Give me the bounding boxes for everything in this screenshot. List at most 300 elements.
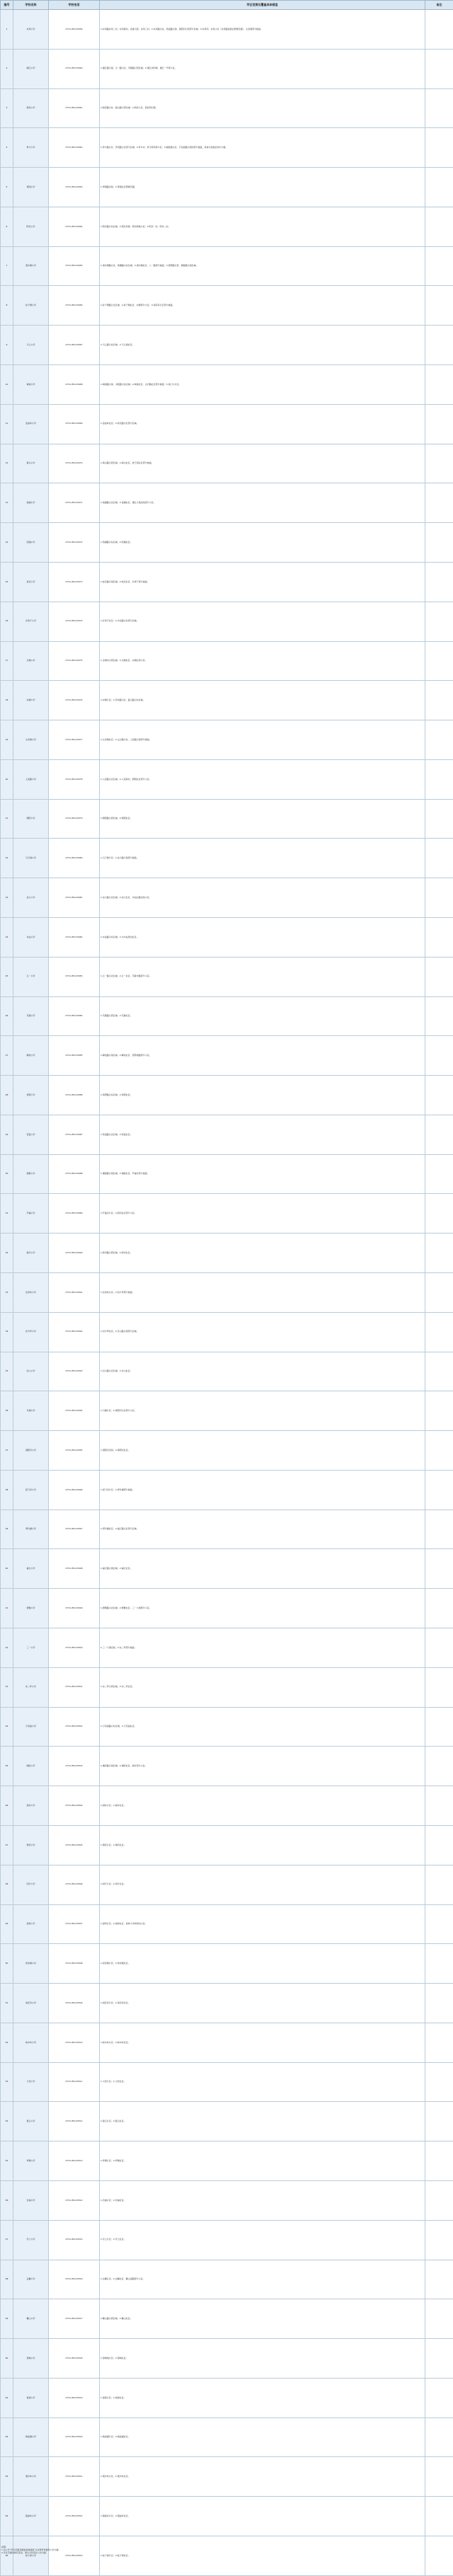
row-note	[425, 1154, 453, 1194]
school-phone: 0731-85123456	[49, 10, 100, 50]
district-area: 1.岳麓片区；2.岳麓社区、麓山南路部分小区。	[100, 2260, 425, 2299]
school-name: 井湾子小学	[13, 602, 49, 641]
row-note	[425, 720, 453, 760]
district-area: 1.金盆岭社区；2.桂花路以北部分区域。	[100, 404, 425, 444]
school-name: 人民路小学	[13, 759, 49, 799]
district-area: 1.天心路以东区域；2.天心阁社区。	[100, 326, 425, 365]
row-number: 5	[1, 168, 13, 207]
table-row	[1, 1707, 453, 1747]
row-number: 6	[1, 207, 13, 246]
district-area: 1.捞刀河片区；2.青竹湖部分楼盘。	[100, 1470, 425, 1510]
school-phone: 0731-85123516	[49, 2260, 100, 2299]
school-name: 远大小学	[13, 878, 49, 918]
district-area: 1.育才路片区、育英路以北部分区域；2.育才村、育才新苑等小区；3.湘府路以北、万家丽路以西的部分楼盘，具体以居委会划分为准。	[100, 128, 425, 168]
header-note: 备注	[425, 1, 453, 10]
school-name: 湘春小学	[13, 1154, 49, 1194]
row-note	[425, 1115, 453, 1154]
school-name: 雷锋小学	[13, 2378, 49, 2417]
school-phone: 0731-85123518	[49, 2339, 100, 2379]
district-area: 1.麓山路以西区域；2.麓山社区。	[100, 2299, 425, 2339]
school-name: 三一小学	[13, 1628, 49, 1668]
row-number: 21	[1, 799, 13, 839]
table-row	[1, 957, 453, 996]
school-phone: 0731-85123496	[49, 1470, 100, 1510]
row-note	[425, 1036, 453, 1076]
table-row	[1, 2457, 453, 2497]
row-note	[425, 444, 453, 483]
row-note	[425, 286, 453, 326]
school-name: 营盘小学	[13, 1115, 49, 1154]
note-line: 说明：	[1, 2546, 8, 2548]
school-phone: 0731-85123521	[49, 2457, 100, 2497]
table-row	[1, 1273, 453, 1313]
notes-section	[0, 2546, 452, 2555]
school-name: 伍家岭小学	[13, 1273, 49, 1313]
row-number: 57	[1, 2220, 13, 2260]
school-phone: 0731-85123504	[49, 1786, 100, 1826]
table-row	[1, 1076, 453, 1115]
row-note	[425, 207, 453, 246]
table-row	[1, 483, 453, 523]
district-area: 1.伍家岭片区；2.四方坪部分楼盘。	[100, 1273, 425, 1313]
row-note	[425, 1825, 453, 1865]
school-name: 捞刀河小学	[13, 1470, 49, 1510]
school-phone: 0731-85123509	[49, 1984, 100, 2023]
school-phone: 0731-85123506	[49, 1865, 100, 1904]
row-note	[425, 799, 453, 839]
row-number: 31	[1, 1194, 13, 1234]
row-note	[425, 246, 453, 286]
row-number: 15	[1, 562, 13, 602]
row-note	[425, 2378, 453, 2417]
table-row	[1, 2141, 453, 2181]
row-note	[425, 1312, 453, 1352]
school-name: 车站小学	[13, 917, 49, 957]
table-row	[1, 1865, 453, 1904]
school-phone: 0731-85123512	[49, 2102, 100, 2141]
school-name: 桂花小学	[13, 562, 49, 602]
school-phone: 0731-85123515	[49, 2220, 100, 2260]
row-note	[425, 2260, 453, 2299]
school-name: 雨花亭小学	[13, 1984, 49, 2023]
district-area: 1.暮云片区；2.暮云社区。	[100, 2102, 425, 2141]
school-name: 浏阳河小学	[13, 1431, 49, 1471]
school-phone: 0731-85123499	[49, 1589, 100, 1628]
row-note	[425, 878, 453, 918]
row-number: 22	[1, 839, 13, 878]
row-number: 55	[1, 2141, 13, 2181]
district-area: 1.左家塘社区；2.古汉路以东、人民路以南部分楼盘。	[100, 720, 425, 760]
school-name: 洪山小学	[13, 1352, 49, 1391]
district-area: 1.阳光路以东区域；2.阳光家园、阳光新城小区；3.阳光一村、阳光二村。	[100, 207, 425, 246]
table-row	[1, 1391, 453, 1431]
table-row	[1, 1589, 453, 1628]
row-number: 35	[1, 1352, 13, 1391]
row-note	[425, 2141, 453, 2181]
row-note	[425, 1667, 453, 1707]
school-name: 城南小学	[13, 365, 49, 405]
school-name: 银盆岭小学	[13, 2497, 49, 2536]
row-number: 17	[1, 641, 13, 681]
district-area: 1.井湾子社区；2.中意路以北部分区域。	[100, 602, 425, 641]
table-row	[1, 1747, 453, 1786]
row-note	[425, 759, 453, 799]
school-name: 开福小学	[13, 1194, 49, 1234]
district-area: 1.桔子洲片区；2.桔子洲社区。	[100, 2536, 425, 2576]
row-number: 47	[1, 1825, 13, 1865]
school-phone: 0731-85123468	[49, 365, 100, 405]
table-row	[1, 2536, 453, 2576]
table-row	[1, 1115, 453, 1154]
school-phone: 0731-85123472	[49, 523, 100, 563]
table-row	[1, 2062, 453, 2102]
row-note	[425, 681, 453, 720]
district-area: 1.新河路以西区域；2.新河社区。	[100, 1234, 425, 1273]
district-area: 1.桂花路以南区域；2.桂花社区、井湾子部分楼盘。	[100, 562, 425, 602]
school-phone: 0731-85123475	[49, 641, 100, 681]
row-number: 54	[1, 2102, 13, 2141]
district-area: 1.侯家塘片区；2.侯家塘社区。	[100, 1944, 425, 1984]
table-body	[1, 10, 453, 2576]
row-number: 41	[1, 1589, 13, 1628]
district-area: 1.三一大道沿线；2.东二环部分楼盘。	[100, 1628, 425, 1668]
school-name: 育才小学	[13, 128, 49, 168]
school-name: 解放小学	[13, 1036, 49, 1076]
school-phone: 0731-85123473	[49, 562, 100, 602]
row-note	[425, 1747, 453, 1786]
table-row	[1, 2299, 453, 2339]
district-area: 1.银盆岭片区；2.银盆岭社区。	[100, 2497, 425, 2536]
school-phone: 0731-85123479	[49, 799, 100, 839]
row-number: 65	[1, 2536, 13, 2576]
table-row	[1, 1431, 453, 1471]
school-phone: 0731-85123514	[49, 2180, 100, 2220]
school-phone: 0731-85123469	[49, 404, 100, 444]
table-row	[1, 2497, 453, 2536]
school-name: 朝阳小学	[13, 799, 49, 839]
school-phone: 0731-85123476	[49, 681, 100, 720]
district-area: 1.树木岭片区；2.树木岭社区。	[100, 2023, 425, 2062]
table-row	[1, 2102, 453, 2141]
table-row	[1, 1352, 453, 1391]
school-phone: 0731-85123487	[49, 1115, 100, 1154]
row-number: 29	[1, 1115, 13, 1154]
table-row	[1, 2180, 453, 2220]
school-phone: 0731-85123489	[49, 1194, 100, 1234]
row-note	[425, 2417, 453, 2457]
row-note	[425, 1431, 453, 1471]
table-row	[1, 917, 453, 957]
row-note	[425, 1076, 453, 1115]
school-name: 福元小学	[13, 1549, 49, 1589]
row-note	[425, 1234, 453, 1273]
table-row	[1, 49, 453, 88]
row-number: 53	[1, 2062, 13, 2102]
row-number: 8	[1, 286, 13, 326]
row-note	[425, 88, 453, 128]
district-area: 1.城南路以南、书院路以东区域；2.城南社区、白沙路社区部分楼盘；3.南门口片区。	[100, 365, 425, 405]
row-note	[425, 1984, 453, 2023]
school-name: 湘府小学	[13, 1747, 49, 1786]
school-name: 德雅小学	[13, 1589, 49, 1628]
school-name: 青园小学	[13, 168, 49, 207]
school-phone: 0731-85123493	[49, 1352, 100, 1391]
row-number: 20	[1, 759, 13, 799]
row-number: 1	[1, 10, 13, 50]
row-number: 25	[1, 957, 13, 996]
school-name: 侯家塘小学	[13, 1944, 49, 1984]
row-note	[425, 839, 453, 878]
header-no: 编号	[1, 1, 13, 10]
row-number: 18	[1, 681, 13, 720]
table-row	[1, 1786, 453, 1826]
row-number: 37	[1, 1431, 13, 1471]
school-name: 西湖小学	[13, 523, 49, 563]
district-area: 1.南湖路以北区域；2.南湖社区、湘江大道沿线部分小区。	[100, 483, 425, 523]
district-area: 1.黄兴路以西区域；2.黄兴社区、坡子街社区部分楼盘。	[100, 444, 425, 483]
school-phone: 0731-85123478	[49, 759, 100, 799]
school-phone: 0731-85123492	[49, 1312, 100, 1352]
district-area: 1.黎托片区；2.黎托社区。	[100, 1825, 425, 1865]
row-note	[425, 1865, 453, 1904]
row-number: 59	[1, 2299, 13, 2339]
district-area: 1.圭塘河以西区域；2.圭塘社区、东塘北部小区。	[100, 641, 425, 681]
table-row	[1, 799, 453, 839]
row-number: 30	[1, 1154, 13, 1194]
school-phone: 0731-85123461	[49, 88, 100, 128]
row-note	[425, 1944, 453, 1984]
row-number: 42	[1, 1628, 13, 1668]
district-area: 1.观沙岭片区；2.观沙岭社区。	[100, 2457, 425, 2497]
table-row	[1, 1234, 453, 1273]
school-name: 南湖小学	[13, 483, 49, 523]
school-name: 青竹湖小学	[13, 1510, 49, 1549]
school-name: 左家塘小学	[13, 720, 49, 760]
school-phone: 0731-85123490	[49, 1234, 100, 1273]
district-area: 1.朝阳路以西区域；2.朝阳社区。	[100, 799, 425, 839]
table-row	[1, 641, 453, 681]
school-phone: 0731-85123482	[49, 917, 100, 957]
school-phone: 0731-85123511	[49, 2062, 100, 2102]
district-area: 1.湘府路以南区域；2.湘府社区、洞井部分小区。	[100, 1747, 425, 1786]
district-area: 1.湘春路以南区域；2.湘春社区、开福寺部分楼盘。	[100, 1154, 425, 1194]
row-number: 26	[1, 996, 13, 1036]
header-district-area: 学区范围及覆盖具体楼盘	[100, 1, 425, 10]
district-area: 1.五一路以北区域；2.五一社区、芙蓉中路部分小区。	[100, 957, 425, 996]
row-note	[425, 2299, 453, 2339]
district-area: 1.浏阳河沿线；2.浏阳河社区。	[100, 1431, 425, 1471]
school-phone: 0731-85123513	[49, 2141, 100, 2181]
school-name: 含浦小学	[13, 2180, 49, 2220]
school-phone: 0731-85123497	[49, 1510, 100, 1549]
row-note	[425, 2023, 453, 2062]
row-note	[425, 917, 453, 957]
row-number: 13	[1, 483, 13, 523]
table-row	[1, 207, 453, 246]
school-phone: 0731-85123486	[49, 1076, 100, 1115]
row-number: 51	[1, 1984, 13, 2023]
row-number: 4	[1, 128, 13, 168]
row-note	[425, 1194, 453, 1234]
school-name: 天心小学	[13, 326, 49, 365]
school-phone: 0731-85123481	[49, 878, 100, 918]
row-note	[425, 483, 453, 523]
row-note	[425, 1549, 453, 1589]
school-phone: 0731-85123474	[49, 602, 100, 641]
row-number: 16	[1, 602, 13, 641]
school-name: 东塘小学	[13, 681, 49, 720]
district-area: 1.雷锋片区；2.雷锋社区。	[100, 2378, 425, 2417]
school-phone: 0731-85123483	[49, 957, 100, 996]
note-line: 2.学区范围内如有变动，请以当年招生公告为准。	[1, 2551, 48, 2554]
school-name: 东风小学	[13, 10, 49, 50]
table-row	[1, 681, 453, 720]
row-note	[425, 1707, 453, 1747]
row-note	[425, 957, 453, 996]
table-row	[1, 1904, 453, 1944]
header-school-phone: 学校电话	[49, 1, 100, 10]
table-row	[1, 1312, 453, 1352]
note-line: 1.各小学"学区范围及覆盖具体楼盘"以区教育局最终公布为准。	[1, 2548, 61, 2551]
district-area: 1.湘江路以南、五一路以北、芙蓉路以西区域；2.湘江世纪城、湘江一号等小区。	[100, 49, 425, 88]
school-name: 东二环小学	[13, 1667, 49, 1707]
school-phone: 0731-85123465	[49, 246, 100, 286]
school-phone: 0731-85123467	[49, 326, 100, 365]
school-phone: 0731-85123498	[49, 1549, 100, 1589]
school-phone: 0731-85123500	[49, 1628, 100, 1668]
district-area: 1.蔡锷路以东区域；2.蔡锷社区。	[100, 1076, 425, 1115]
table-row	[1, 1510, 453, 1549]
school-phone: 0731-85123523	[49, 2536, 100, 2576]
row-number: 27	[1, 1036, 13, 1076]
row-note	[425, 2062, 453, 2102]
row-number: 32	[1, 1234, 13, 1273]
school-name: 圭塘小学	[13, 641, 49, 681]
district-area: 1.砂子塘路以北区域；2.砂子塘社区、东塘部分小区；3.雨花亭片区部分楼盘。	[100, 286, 425, 326]
school-phone: 0731-85123517	[49, 2299, 100, 2339]
school-name: 望城小学	[13, 2339, 49, 2379]
school-name: 月湖小学	[13, 1391, 49, 1431]
table-row	[1, 523, 453, 563]
table-row	[1, 720, 453, 760]
table-row	[1, 246, 453, 286]
table-row	[1, 88, 453, 128]
row-number: 3	[1, 88, 13, 128]
row-note	[425, 2102, 453, 2141]
district-area: 1.人民路以北区域；2.人民新村、朝阳社区部分小区。	[100, 759, 425, 799]
row-number: 62	[1, 2417, 13, 2457]
row-number: 12	[1, 444, 13, 483]
table-row	[1, 286, 453, 326]
row-note	[425, 562, 453, 602]
row-number: 39	[1, 1510, 13, 1549]
row-note	[425, 996, 453, 1036]
school-name: 学士小学	[13, 2220, 49, 2260]
school-name: 蔡锷小学	[13, 1076, 49, 1115]
district-area: 1.大托片区；2.大托社区。	[100, 2062, 425, 2102]
row-number: 9	[1, 326, 13, 365]
school-phone: 0731-85123502	[49, 1707, 100, 1747]
school-phone: 0731-85123485	[49, 1036, 100, 1076]
row-note	[425, 365, 453, 405]
row-note	[425, 1589, 453, 1628]
row-number: 49	[1, 1904, 13, 1944]
school-name: 暮云小学	[13, 2102, 49, 2141]
row-note	[425, 1510, 453, 1549]
table-row	[1, 1984, 453, 2023]
school-phone: 0731-85123462	[49, 128, 100, 168]
district-area: 1.德雅路以北区域；2.德雅社区、三一大道部分小区。	[100, 1589, 425, 1628]
district-area: 1.高桥片区；2.高桥社区、高桥大市场周边小区。	[100, 1904, 425, 1944]
school-phone: 0731-85123463	[49, 168, 100, 207]
district-area: 1.新民路以东、韶山路以西区域；2.新民小区、新民西村等。	[100, 88, 425, 128]
district-area: 1.同升片区；2.同升社区。	[100, 1865, 425, 1904]
row-note	[425, 128, 453, 168]
row-number: 58	[1, 2260, 13, 2299]
table-row	[1, 404, 453, 444]
header-school-name: 学校名称	[13, 1, 49, 10]
table-row	[1, 2260, 453, 2299]
row-note	[425, 326, 453, 365]
district-area: 1.东风路东风二村、东风新村、省委大院、东风三村；2.东风路以东、营盘路以南、浏阳河以西部分区域；3.东风苑、东风小区（东风路居委会管辖范围）、左家塘部分楼盘。	[100, 10, 425, 50]
district-area: 1.马王堆片区；2.远大路以南部分楼盘。	[100, 839, 425, 878]
school-phone: 0731-85123480	[49, 839, 100, 878]
school-phone: 0731-85123464	[49, 207, 100, 246]
district-area: 1.学士片区；2.学士社区。	[100, 2220, 425, 2260]
school-phone: 0731-85123510	[49, 2023, 100, 2062]
row-note	[425, 1391, 453, 1431]
row-note	[425, 602, 453, 641]
row-number: 60	[1, 2339, 13, 2379]
school-name: 大托小学	[13, 2062, 49, 2102]
row-note	[425, 1352, 453, 1391]
table-row	[1, 839, 453, 878]
table-row	[1, 168, 453, 207]
school-name: 洞井小学	[13, 1786, 49, 1826]
row-note	[425, 2339, 453, 2379]
district-area: 1.青园路沿线；2.青园社区管辖范围。	[100, 168, 425, 207]
table-row	[1, 878, 453, 918]
district-area: 1.梅溪湖片区；2.梅溪湖社区。	[100, 2417, 425, 2457]
row-number: 24	[1, 917, 13, 957]
row-note	[425, 1786, 453, 1826]
row-note	[425, 2457, 453, 2497]
table-row	[1, 365, 453, 405]
district-area: 1.解放路以南区域；2.解放社区、蔡锷南路部分小区。	[100, 1036, 425, 1076]
table-row	[1, 1470, 453, 1510]
school-phone: 0731-85123494	[49, 1391, 100, 1431]
school-name: 湘江小学	[13, 49, 49, 88]
school-phone: 0731-85123471	[49, 483, 100, 523]
row-number: 56	[1, 2180, 13, 2220]
district-area: 1.东塘片区；2.劳动路以北、韶山路以东区域。	[100, 681, 425, 720]
school-name: 桔子洲小学	[13, 2536, 49, 2576]
row-number: 23	[1, 878, 13, 918]
district-area: 1.雨花亭片区；2.雨花亭社区。	[100, 1984, 425, 2023]
district-area: 1.洞井片区；2.洞井社区。	[100, 1786, 425, 1826]
row-note	[425, 49, 453, 88]
school-name: 芙蓉小学	[13, 996, 49, 1036]
school-name: 树木岭小学	[13, 2023, 49, 2062]
row-number: 64	[1, 2497, 13, 2536]
school-phone: 0731-85123505	[49, 1825, 100, 1865]
row-number: 28	[1, 1076, 13, 1115]
row-number: 36	[1, 1391, 13, 1431]
school-phone: 0731-85123491	[49, 1273, 100, 1313]
school-name: 坪塘小学	[13, 2141, 49, 2181]
row-note	[425, 2180, 453, 2220]
table-row	[1, 444, 453, 483]
